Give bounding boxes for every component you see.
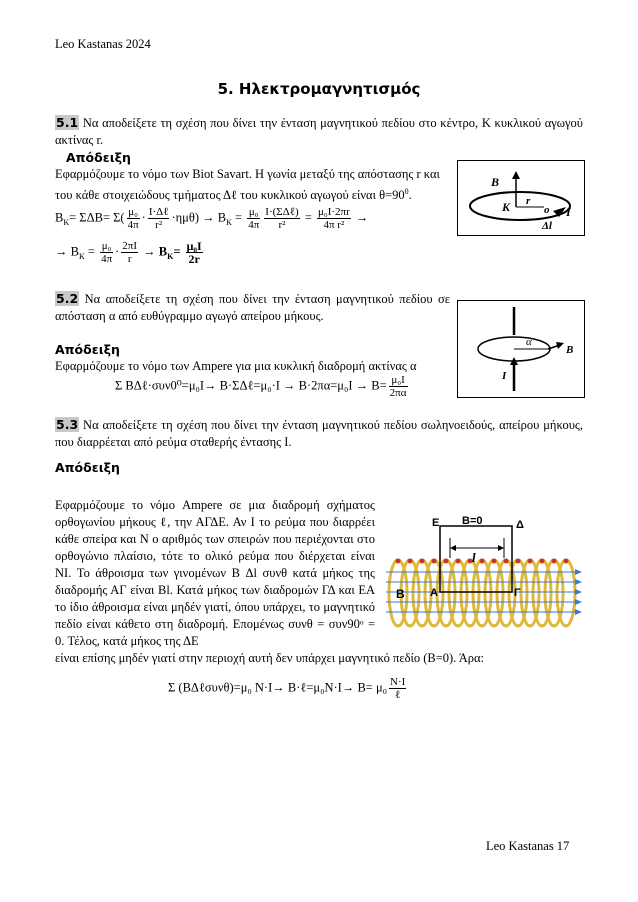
tangent-arrowhead: [556, 342, 564, 349]
solenoid-coils: [389, 560, 575, 626]
label-G: Γ: [514, 587, 521, 599]
section-number: 5.3: [56, 417, 79, 432]
page-header: Leo Kastanas 2024: [55, 37, 151, 51]
label-A: Α: [430, 587, 438, 599]
equation-solenoid: Σ (BΔℓσυνθ)=μ₀ N·I→ B·ℓ=μ₀N·I→ B= μ₀ $\frac{N\cdot I}{\text{ℓ}}$: [168, 676, 406, 701]
label-I: I: [502, 370, 507, 382]
label-I: I: [566, 205, 571, 219]
label-dl: Δl: [542, 220, 552, 232]
proof-label: Απόδειξη: [55, 342, 120, 357]
circular-loop-diagram: [458, 161, 584, 235]
section-number: 5.1: [56, 115, 79, 130]
label-B0: B=0: [462, 515, 483, 527]
label-l: l: [472, 550, 476, 565]
coil-dots: [396, 559, 569, 564]
straight-wire-diagram: [458, 301, 584, 397]
solenoid-diagram: [384, 508, 584, 642]
proof-text-5-2: Εφαρμόζουμε το νόμο των Ampere για μια κυκλική διαδρομή ακτίνας α: [55, 359, 417, 373]
label-B: B: [566, 344, 574, 356]
question-5-2: 5.2 Να αποδείξετε τη σχέση που δίνει την ένταση μαγνητικού πεδίου σε απόσταση α από ευθύγραμμο αγωγό απείρου μήκους.: [55, 291, 450, 323]
page-footer: Leo Kastanas 17: [486, 839, 570, 853]
label-alpha: α: [526, 336, 532, 348]
label-D: Δ: [516, 519, 524, 531]
equation-ampere-wire: Σ BΔℓ·συν0⁰=μ₀I→ B·ΣΔℓ=μ₀·I → B·2πα=μ₀I → B= $\frac{\text{μ₀I}}{2\pi\alpha}$: [115, 374, 407, 399]
equation-biot-savart: $B_K= \Sigma\Delta B= \Sigma$( $\frac{\text{μ₀}}{4\pi}$ · $\frac{\text{I·Δℓ}}{\text{r²}}$ $\cdot\eta\mu\theta) \to B_K$ = $\frac{\text{μ₀}}{4\pi}$ $\frac{\text{I·(ΣΔℓ)}}{\text{r²}}$ = $\frac{\text{μ₀I·2πr}}{\text{4π r²}}$ →: [55, 206, 369, 231]
chapter-title: 5. Ηλεκτρομαγνητισμός: [217, 80, 421, 98]
label-B: B: [491, 175, 500, 189]
proof-text-5-1: Εφαρμόζουμε το νόμο των Biot Savart. Η γωνία μεταξύ της απόστασης r και του κάθε στοιχειώδους τμήματος Δℓ του κυκλικού αγωγού είναι $\theta=90^0$.: [55, 167, 440, 203]
label-B: B: [396, 587, 405, 601]
loop-ellipse: [470, 192, 570, 220]
question-5-1: 5.1 Να αποδείξετε τη σχέση που δίνει την ένταση μαγνητικού πεδίου στο κέντρο, Κ κυκλικού αγωγού ακτίνας r.: [55, 115, 583, 147]
field-arrowheads: [575, 569, 582, 615]
label-o: o: [544, 204, 550, 216]
label-K: K: [502, 200, 511, 214]
proof-text-5-3: Εφαρμόζουμε το νόμο Ampere σε μια διαδρομή σχήματος ορθογωνίου μήκους ℓ, την ΑΓΔΕ. Αν I το ρεύμα που διαρρέει κάθε σπείρα και N ο αριθμός των σπειρών που περιέχονται στο ορθογώνιο πλαίσιο, τότε το ολικό ρεύμα που διέρχεται είναι NI. Το άθροισμα των γινομένων B Δl συνθ κατά μήκος της διαδρομής ΑΓ είναι Bl. Κατά μήκος των διαδρομών ΓΔ και ΕΑ το ίδιο άθροισμα είναι μηδέν γιατί, όπου υπάρχει, το μαγνητικό πεδίο είναι κάθετο στη διαδρομή. Επομένως συνθ = συν90ᵒ = 0. Τέλος, κατά μήκος της ΔΕ: [55, 498, 375, 648]
proof-text-5-3-end: είναι επίσης μηδέν γιατί στην περιοχή αυτή δεν υπάρχει μαγνητικό πεδίο (B=0). Άρα:: [55, 651, 485, 665]
coil: [557, 560, 575, 626]
figure-circular-loop: [457, 160, 585, 236]
proof-label: Απόδειξη: [55, 460, 120, 475]
figure-straight-wire: [457, 300, 585, 398]
figure-solenoid: [384, 508, 584, 642]
equation-result-5-1: → $B_K$ = $\frac{\text{μ₀}}{4\pi}$ · $\frac{2\pi I}{r}$ → $B_K=$ $\frac{\text{μ₀I}}{2r}$: [55, 239, 202, 266]
field-arrowhead: [512, 171, 520, 179]
section-number: 5.2: [56, 291, 79, 306]
proof-label: Απόδειξη: [66, 150, 131, 165]
label-r: r: [526, 195, 531, 207]
label-E: Ε: [432, 517, 440, 529]
question-5-3: 5.3 Να αποδείξετε τη σχέση που δίνει την ένταση μαγνητικού πεδίου σωληνοειδούς, απείρου μήκους, που διαρρέεται από ρεύμα σταθερής έντασης I.: [55, 417, 583, 449]
